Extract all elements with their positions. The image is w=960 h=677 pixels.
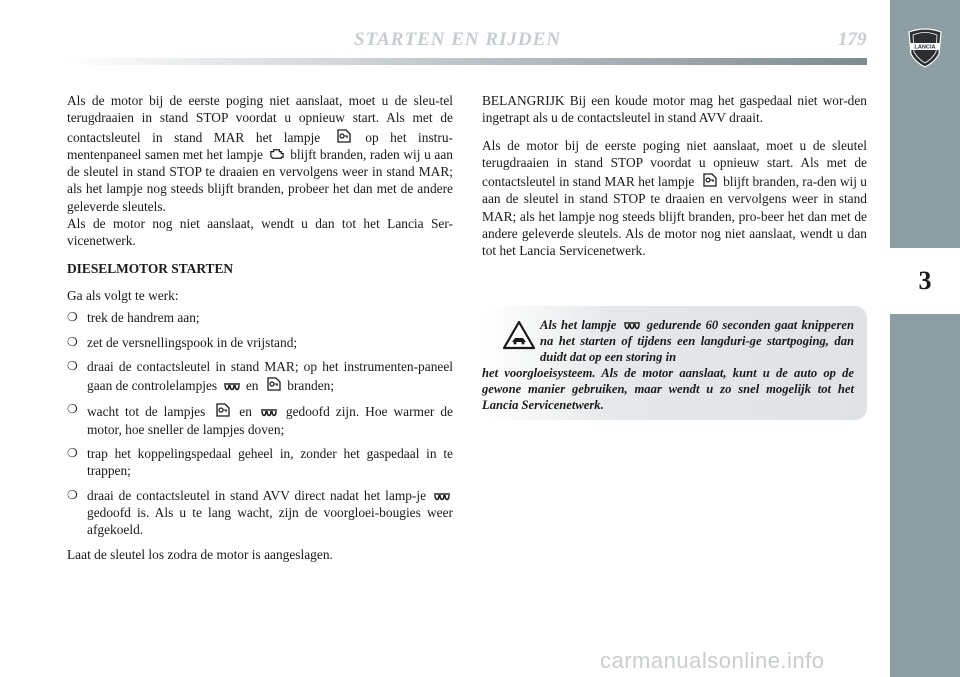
bullet: ❍ bbox=[67, 310, 78, 325]
list-item: ❍ wacht tot de lampjes en gedoofd zijn. Hoe warmer de motor, hoe sneller de lampjes doven; bbox=[67, 402, 453, 437]
paragraph: Als de motor bij de eerste poging niet aanslaat, moet u de sleutel terugdraaien in stand STOP voordat u opnieuw start. Als met de contactsleutel in stand MAR het lampje blijft branden, ra-den wij u aan de sleutel in stand STOP te draaien en vervolgens weer in stand MAR; als het lampje nog steeds blijft branden, pro-beer het dan met de andere geleverde sleutels. Als de motor nog niet aanslaat, wendt u dan tot het Lancia Servicenetwerk. bbox=[482, 137, 867, 259]
glow-plug-icon bbox=[223, 381, 241, 393]
bullet: ❍ bbox=[67, 334, 78, 349]
paragraph: Ga als volgt te werk: bbox=[67, 287, 179, 303]
list-item: ❍ draai de contactsleutel in stand AVV direct nadat het lamp-je gedoofd is. Als u te lang wacht, zijn de voorgloei-bougies weer afgekoeld. bbox=[67, 487, 453, 538]
page-number: 179 bbox=[838, 29, 867, 50]
steps-list bbox=[67, 309, 453, 538]
list-item: ❍ trek de handrem aan; bbox=[67, 310, 200, 326]
bullet: ❍ bbox=[67, 402, 78, 417]
bullet: ❍ bbox=[67, 358, 78, 373]
warning-text: Als het lampje gedurende 60 seconden gaat knipperen na het starten of tijdens een langduri-ge startpoging, dan duidt dat op een storing in het voorgloeisysteem. Als de motor aanslaat, kunt u de auto op de gewone manier gebruiken, maar wendt u zo snel mogelijk tot het Lancia Servicenetwerk. bbox=[482, 318, 854, 412]
section-heading: DIESELMOTOR STARTEN bbox=[67, 260, 234, 276]
header-rule bbox=[62, 58, 867, 65]
car-key-icon bbox=[264, 375, 282, 393]
warning-box bbox=[482, 306, 867, 420]
page-header-title: STARTEN EN RIJDEN bbox=[354, 29, 562, 50]
bullet: ❍ bbox=[67, 446, 78, 461]
left-column bbox=[67, 92, 453, 563]
list-item: ❍ zet de versnellingspook in de vrijstand; bbox=[67, 334, 298, 350]
glow-plug-icon bbox=[260, 407, 278, 419]
car-key-icon bbox=[213, 401, 231, 419]
paragraph: Als de motor bij de eerste poging niet aanslaat, moet u de sleu-tel terugdraaien in stand STOP voordat u opnieuw start. Als met de contactsleutel in stand MAR het lampje op het instru-mentenpaneel samen met het lampje blijft branden, raden wij u aan de sleutel in stand STOP te draaien en vervolgens weer in stand MAR; als het lampje nog steeds blijft branden, probeer het dan met de andere geleverde sleutels. bbox=[67, 93, 454, 214]
watermark: carmanualsonline.info bbox=[600, 648, 825, 673]
glow-plug-icon bbox=[623, 320, 641, 332]
paragraph: Als de motor nog niet aanslaat, wendt u dan tot het Lancia Ser-vicenetwerk. bbox=[67, 216, 453, 249]
lancia-logo bbox=[905, 26, 945, 68]
engine-fault-icon bbox=[269, 146, 285, 162]
list-item: ❍ trap het koppelingspedaal geheel in, zonder het gaspedaal in te trappen; bbox=[67, 446, 453, 479]
chapter-tab: 3 bbox=[890, 248, 960, 314]
bullet: ❍ bbox=[67, 487, 78, 502]
right-column bbox=[482, 92, 867, 260]
car-key-icon bbox=[334, 127, 352, 145]
glow-plug-icon bbox=[433, 491, 451, 503]
car-key-icon bbox=[700, 171, 718, 189]
paragraph: Laat de sleutel los zodra de motor is aangeslagen. bbox=[67, 546, 333, 562]
svg-text:LANCIA: LANCIA bbox=[914, 44, 936, 51]
list-item: ❍ draai de contactsleutel in stand MAR; op het instrumenten-paneel gaan de controlelampjes en branden; bbox=[67, 358, 453, 394]
paragraph: BELANGRIJK Bij een koude motor mag het gaspedaal niet wor-den ingetrapt als u de contactsleutel in stand AVV draait. bbox=[482, 93, 867, 126]
chapter-rail bbox=[890, 0, 960, 677]
